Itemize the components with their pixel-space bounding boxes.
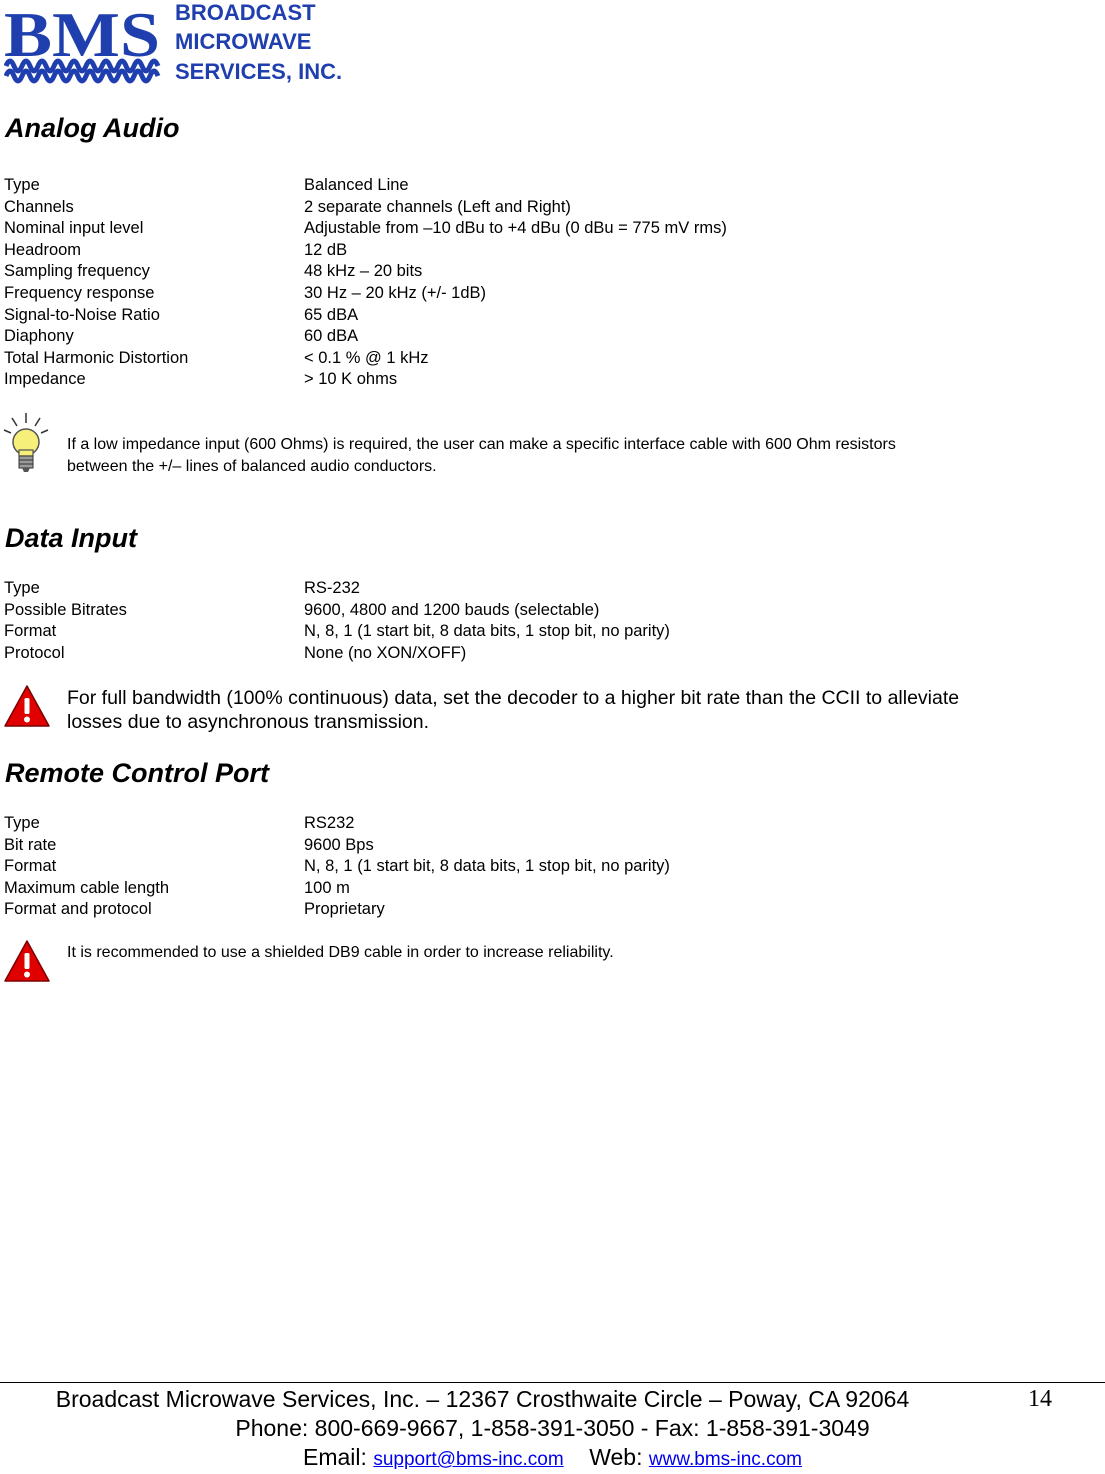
bms-logo-graphic — [4, 0, 364, 86]
spec-label: Impedance — [4, 370, 86, 389]
table-row — [4, 813, 670, 835]
logo-mark: BMS — [4, 0, 160, 70]
spec-value: RS-232 — [304, 579, 360, 597]
analog-audio-spec-table — [4, 175, 727, 391]
spec-label: Possible Bitrates — [4, 600, 127, 619]
spec-label: Headroom — [4, 240, 82, 259]
spec-value: < 0.1 % @ 1 kHz — [304, 348, 429, 367]
footer-phone: Phone: 800-669-9667, 1-858-391-3050 - Fax: 1-858-391-3049 — [235, 1415, 870, 1441]
spec-value: RS232 — [304, 814, 355, 832]
table-row — [4, 175, 727, 197]
table-row — [4, 218, 727, 240]
note-line: For full bandwidth (100% continuous) data, set the decoder to a higher bit rate than the CCII to alleviate — [67, 687, 960, 709]
spec-value: 65 dBA — [304, 305, 359, 324]
spec-value: Balanced Line — [304, 176, 409, 194]
spec-value: 12 dB — [304, 240, 348, 259]
spec-label: Maximum cable length — [4, 878, 170, 897]
spec-label: Frequency response — [4, 283, 155, 302]
footer-contact — [0, 1443, 1105, 1472]
spec-value: 60 dBA — [304, 327, 359, 346]
table-row — [4, 305, 727, 327]
note-line: losses due to asynchronous transmission. — [67, 711, 430, 733]
spec-value: 9600 Bps — [304, 835, 374, 854]
spec-label: Protocol — [4, 643, 65, 662]
logo-line-3: SERVICES, INC. — [175, 59, 343, 84]
table-row — [4, 283, 727, 305]
footer-address: Broadcast Microwave Services, Inc. – 12367 Crosthwaite Circle – Poway, CA 92064 — [55, 1386, 910, 1412]
spec-value: 48 kHz – 20 bits — [304, 262, 423, 281]
page-number: 14 — [1028, 1386, 1052, 1412]
spec-label: Type — [4, 579, 40, 597]
note-line: If a low impedance input (600 Ohms) is required, the user can make a specific interface cable with 600 Ohm resistors — [67, 436, 896, 453]
spec-label: Diaphony — [4, 327, 74, 346]
spec-label: Total Harmonic Distortion — [4, 348, 189, 367]
table-row — [4, 600, 670, 622]
spec-label: Channels — [4, 197, 74, 216]
data-input-note — [67, 686, 1067, 734]
email-link[interactable]: support@bms-inc.com — [373, 1449, 564, 1470]
section-title-analog-audio: Analog Audio — [5, 113, 180, 143]
spec-label: Sampling frequency — [4, 262, 150, 281]
logo-line-1: BROADCAST — [175, 0, 316, 25]
spec-value: 30 Hz – 20 kHz (+/- 1dB) — [304, 283, 487, 302]
web-link[interactable]: www.bms-inc.com — [648, 1449, 802, 1470]
remote-control-note — [67, 942, 1067, 964]
spec-label: Format — [4, 857, 57, 876]
table-row — [4, 240, 727, 262]
table-row — [4, 878, 670, 900]
spec-label: Format and protocol — [4, 900, 152, 919]
spec-label: Nominal input level — [4, 219, 144, 238]
table-row — [4, 856, 670, 878]
spec-value: None (no XON/XOFF) — [304, 643, 467, 662]
spec-value: 100 m — [304, 878, 350, 897]
table-row — [4, 348, 727, 370]
spec-label: Format — [4, 622, 57, 641]
section-title-data-input: Data Input — [5, 523, 137, 553]
spec-value: Proprietary — [304, 900, 385, 919]
web-label: Web: — [589, 1444, 643, 1470]
spec-value: Adjustable from –10 dBu to +4 dBu (0 dBu = 775 mV rms) — [304, 219, 727, 238]
logo-line-2: MICROWAVE — [175, 29, 312, 54]
spec-value: 9600, 4800 and 1200 bauds (selectable) — [304, 600, 600, 619]
spec-value: > 10 K ohms — [304, 370, 398, 389]
spec-label: Type — [4, 814, 40, 832]
section-title-remote-control-port: Remote Control Port — [5, 758, 270, 788]
spec-label: Bit rate — [4, 835, 57, 854]
table-row — [4, 197, 727, 219]
email-label: Email: — [303, 1444, 367, 1470]
spec-value: 2 separate channels (Left and Right) — [304, 197, 571, 216]
table-row — [4, 369, 727, 391]
lightbulb-icon — [2, 412, 50, 483]
spec-label: Signal-to-Noise Ratio — [4, 305, 160, 324]
warning-icon — [3, 939, 51, 988]
note-line: It is recommended to use a shielded DB9 cable in order to increase reliability. — [67, 944, 614, 961]
spec-label: Type — [4, 176, 40, 194]
table-row — [4, 835, 670, 857]
table-row — [4, 643, 670, 665]
company-logo — [4, 0, 364, 86]
spec-value: N, 8, 1 (1 start bit, 8 data bits, 1 stop bit, no parity) — [304, 857, 670, 876]
data-input-spec-table — [4, 578, 670, 664]
page-footer — [0, 1385, 1105, 1472]
analog-audio-note — [67, 434, 1067, 477]
spec-value: N, 8, 1 (1 start bit, 8 data bits, 1 stop bit, no parity) — [304, 622, 670, 641]
table-row — [4, 899, 670, 921]
table-row — [4, 326, 727, 348]
warning-icon — [3, 684, 51, 733]
table-row — [4, 621, 670, 643]
note-line: between the +/– lines of balanced audio conductors. — [67, 457, 437, 475]
table-row — [4, 261, 727, 283]
footer-divider — [0, 1382, 1105, 1383]
remote-control-spec-table — [4, 813, 670, 921]
table-row — [4, 578, 670, 600]
